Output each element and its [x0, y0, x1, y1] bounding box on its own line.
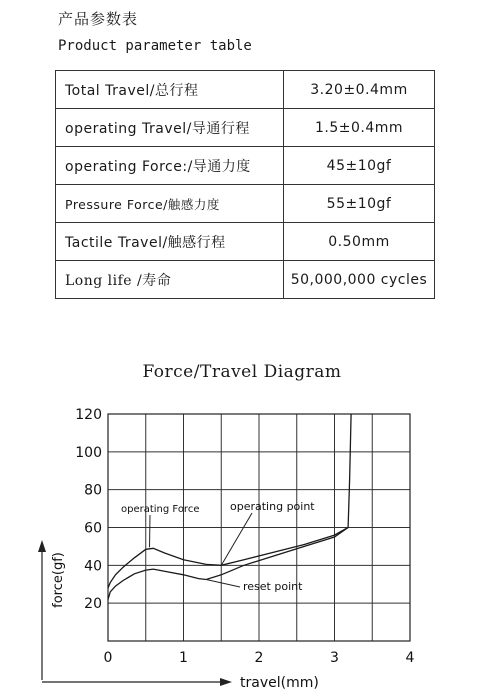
y-tick-label: 120: [75, 407, 102, 423]
table-row: [56, 261, 435, 299]
param-name: operating Travel/导通行程: [56, 109, 284, 147]
param-value: 3.20±0.4mm: [284, 71, 435, 109]
param-name: Tactile Travel/触感行程: [56, 223, 284, 261]
y-axis-label: force(gf): [51, 552, 66, 608]
param-value: 50,000,000 cycles: [284, 261, 435, 299]
title-cn: 产品参数表: [58, 10, 139, 28]
table-row: [56, 147, 435, 185]
title-en: Product parameter table: [58, 38, 252, 54]
param-value: 0.50mm: [284, 223, 435, 261]
chart-title: Force/Travel Diagram: [142, 362, 342, 382]
x-tick-label: 3: [330, 650, 339, 666]
param-name: Total Travel/总行程: [56, 71, 284, 109]
annotation-label: operating Force: [121, 504, 200, 515]
force-travel-chart: [0, 380, 484, 700]
table-row: [56, 223, 435, 261]
annotation-label: reset point: [243, 580, 303, 593]
y-tick-label: 80: [84, 482, 102, 499]
param-name: Pressure Force/触感力度: [56, 185, 284, 223]
parameter-table: [55, 70, 435, 299]
table-row: [56, 71, 435, 109]
annotation-leader: [221, 513, 252, 565]
x-axis-arrow-head: [220, 678, 232, 686]
y-axis-arrow-head: [38, 540, 46, 552]
annotation-label: operating point: [230, 500, 315, 513]
param-value: 45±10gf: [284, 147, 435, 185]
x-tick-label: 2: [254, 650, 264, 666]
y-tick-label: 100: [75, 444, 102, 461]
x-tick-label: 4: [405, 650, 415, 666]
y-tick-label: 60: [84, 520, 102, 537]
x-axis-label: travel(mm): [240, 675, 319, 691]
y-tick-label: 40: [84, 558, 102, 575]
annotation-leader: [206, 580, 240, 587]
param-name: operating Force:/导通力度: [56, 147, 284, 185]
param-name: Long life /寿命: [56, 261, 284, 299]
param-value: 1.5±0.4mm: [284, 109, 435, 147]
param-value: 55±10gf: [284, 185, 435, 223]
table-row: [56, 185, 435, 223]
x-tick-label: 0: [103, 650, 113, 666]
table-row: [56, 109, 435, 147]
y-tick-label: 20: [84, 596, 102, 613]
x-tick-label: 1: [179, 650, 188, 666]
